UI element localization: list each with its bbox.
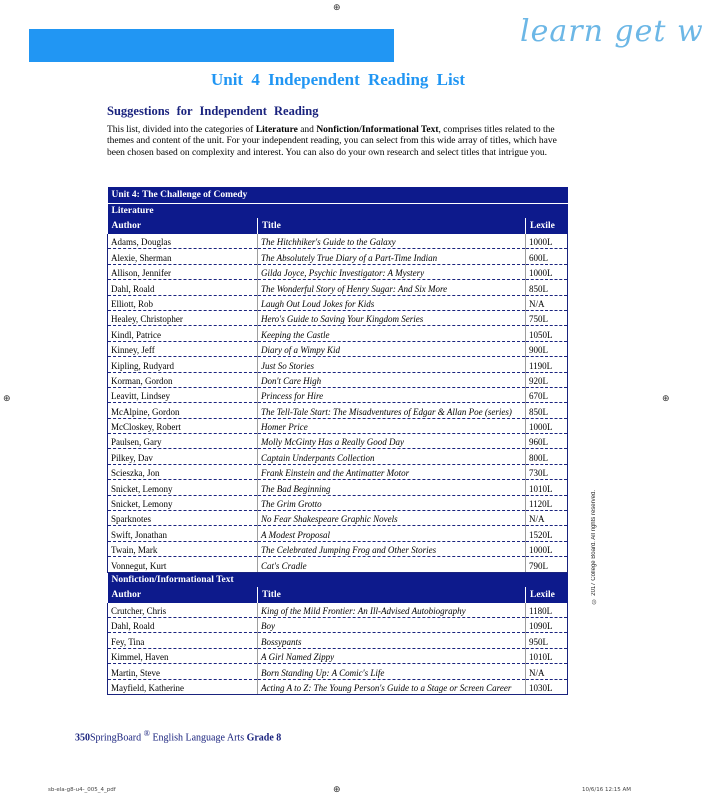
table-row <box>108 341 568 356</box>
author-cell: Elliott, Rob <box>108 295 258 310</box>
title-cell: The Celebrated Jumping Frog and Other Stories <box>258 541 526 556</box>
lexile-cell: N/A <box>526 295 568 310</box>
author-cell: Swift, Jonathan <box>108 526 258 541</box>
table-row <box>108 464 568 479</box>
lexile-cell: 1180L <box>526 603 568 618</box>
lexile-cell: N/A <box>526 664 568 679</box>
author-cell: Kimmel, Haven <box>108 648 258 663</box>
crop-mark-icon: ⊕ <box>662 394 670 404</box>
title-cell: Cat's Cradle <box>258 557 526 572</box>
author-cell: Alexie, Sherman <box>108 249 258 264</box>
table-row <box>108 617 568 632</box>
table-row <box>108 357 568 372</box>
title-cell: The Bad Beginning <box>258 480 526 495</box>
column-header: Lexile <box>526 218 568 234</box>
table-row <box>108 603 568 618</box>
title-cell: Acting A to Z: The Young Person's Guide to a Stage or Screen Career <box>258 679 526 694</box>
author-cell: Adams, Douglas <box>108 234 258 249</box>
table-row <box>108 418 568 433</box>
author-cell: Fey, Tina <box>108 633 258 648</box>
table-row <box>108 264 568 279</box>
header-decorative-text: learn get w <box>520 14 704 49</box>
table-row <box>108 648 568 663</box>
title-cell: King of the Mild Frontier: An Ill-Advised Autobiography <box>258 603 526 618</box>
title-cell: No Fear Shakespeare Graphic Novels <box>258 511 526 526</box>
author-cell: Pilkey, Dav <box>108 449 258 464</box>
table-row <box>108 511 568 526</box>
lexile-cell: 1000L <box>526 264 568 279</box>
lexile-cell: 1000L <box>526 418 568 433</box>
lexile-cell: 900L <box>526 341 568 356</box>
intro-paragraph: This list, divided into the categories of Literature and Nonfiction/Informational Text, comprises titles related to the themes and content of the unit. For your independent reading, you can select from this wide array of titles, which have been chosen based on complexity and interest. You can also do your own research and select titles that intrigue you. <box>107 125 557 158</box>
title-cell: The Tell-Tale Start: The Misadventures of Edgar & Allan Poe (series) <box>258 403 526 418</box>
author-cell: McAlpine, Gordon <box>108 403 258 418</box>
crop-mark-icon: ⊕ <box>3 394 11 404</box>
author-cell: Snicket, Lemony <box>108 480 258 495</box>
lexile-cell: 1520L <box>526 526 568 541</box>
lexile-cell: 750L <box>526 310 568 325</box>
author-cell: Paulsen, Gary <box>108 434 258 449</box>
page-title: Unit 4 Independent Reading List <box>210 70 466 89</box>
section-label-literature: Literature <box>108 204 568 219</box>
lexile-cell: 670L <box>526 387 568 402</box>
column-header: Author <box>108 587 258 603</box>
title-cell: The Wonderful Story of Henry Sugar: And Six More <box>258 280 526 295</box>
title-cell: Diary of a Wimpy Kid <box>258 341 526 356</box>
column-header: Lexile <box>526 587 568 603</box>
author-cell: Mayfield, Katherine <box>108 679 258 694</box>
table-row <box>108 480 568 495</box>
author-cell: Scieszka, Jon <box>108 464 258 479</box>
lexile-cell: 600L <box>526 249 568 264</box>
column-header: Title <box>258 218 526 234</box>
lexile-cell: 800L <box>526 449 568 464</box>
table-row <box>108 403 568 418</box>
table-row <box>108 633 568 648</box>
author-cell: Leavitt, Lindsey <box>108 387 258 402</box>
author-cell: Kipling, Rudyard <box>108 357 258 372</box>
title-cell: Captain Underpants Collection <box>258 449 526 464</box>
print-slug-left: sb-ela-g8-u4-_005_4_pdf <box>48 787 116 793</box>
title-cell: Gilda Joyce, Psychic Investigator: A Mystery <box>258 264 526 279</box>
author-cell: Snicket, Lemony <box>108 495 258 510</box>
lexile-cell: 950L <box>526 633 568 648</box>
title-cell: Frank Einstein and the Antimatter Motor <box>258 464 526 479</box>
lexile-cell: 1030L <box>526 679 568 694</box>
lexile-cell: 1000L <box>526 541 568 556</box>
author-cell: Korman, Gordon <box>108 372 258 387</box>
table-row <box>108 326 568 341</box>
lexile-cell: 850L <box>526 403 568 418</box>
table-row <box>108 541 568 556</box>
lexile-cell: 790L <box>526 557 568 572</box>
title-cell: Bossypants <box>258 633 526 648</box>
author-cell: Dahl, Roald <box>108 617 258 632</box>
title-cell: The Grim Grotto <box>258 495 526 510</box>
lexile-cell: 850L <box>526 280 568 295</box>
author-cell: Healey, Christopher <box>108 310 258 325</box>
table-row <box>108 310 568 325</box>
reading-list-table <box>107 187 568 695</box>
table-row <box>108 664 568 679</box>
author-cell: McCloskey, Robert <box>108 418 258 433</box>
author-cell: Dahl, Roald <box>108 280 258 295</box>
page-number: 350 <box>75 732 90 744</box>
print-slug-right: 10/6/16 12:15 AM <box>582 787 632 793</box>
table-row <box>108 280 568 295</box>
table-row <box>108 387 568 402</box>
lexile-cell: 1120L <box>526 495 568 510</box>
author-cell: Sparknotes <box>108 511 258 526</box>
table-row <box>108 557 568 572</box>
copyright-notice: © 2017 College Board. All rights reserved. <box>591 490 597 604</box>
title-cell: The Absolutely True Diary of a Part-Time Indian <box>258 249 526 264</box>
lexile-cell: 1190L <box>526 357 568 372</box>
author-cell: Martin, Steve <box>108 664 258 679</box>
crop-mark-icon: ⊕ <box>333 3 341 13</box>
lexile-cell: 1090L <box>526 617 568 632</box>
column-header: Title <box>258 587 526 603</box>
title-cell: Hero's Guide to Saving Your Kingdom Series <box>258 310 526 325</box>
page-footer: 350SpringBoard ® English Language Arts Grade 8 <box>75 729 282 744</box>
title-cell: The Hitchhiker's Guide to the Galaxy <box>258 234 526 249</box>
table-row <box>108 495 568 510</box>
lexile-cell: 1010L <box>526 480 568 495</box>
lexile-cell: N/A <box>526 511 568 526</box>
title-cell: Princess for Hire <box>258 387 526 402</box>
lexile-cell: 730L <box>526 464 568 479</box>
author-cell: Vonnegut, Kurt <box>108 557 258 572</box>
table-row <box>108 679 568 694</box>
author-cell: Kinney, Jeff <box>108 341 258 356</box>
section-subtitle: Suggestions for Independent Reading <box>107 104 319 118</box>
lexile-cell: 960L <box>526 434 568 449</box>
author-cell: Allison, Jennifer <box>108 264 258 279</box>
title-cell: Just So Stories <box>258 357 526 372</box>
crop-mark-icon: ⊕ <box>333 785 341 795</box>
header-banner <box>29 29 394 62</box>
table-row <box>108 372 568 387</box>
author-cell: Twain, Mark <box>108 541 258 556</box>
table-heading: Unit 4: The Challenge of Comedy <box>108 187 568 204</box>
title-cell: Keeping the Castle <box>258 326 526 341</box>
table-row <box>108 249 568 264</box>
table-row <box>108 449 568 464</box>
title-cell: Laugh Out Loud Jokes for Kids <box>258 295 526 310</box>
title-cell: A Modest Proposal <box>258 526 526 541</box>
title-cell: Homer Price <box>258 418 526 433</box>
title-cell: Born Standing Up: A Comic's Life <box>258 664 526 679</box>
lexile-cell: 1010L <box>526 648 568 663</box>
title-cell: Boy <box>258 617 526 632</box>
author-cell: Crutcher, Chris <box>108 603 258 618</box>
title-cell: A Girl Named Zippy <box>258 648 526 663</box>
table-row <box>108 234 568 249</box>
author-cell: Kindl, Patrice <box>108 326 258 341</box>
table-row <box>108 434 568 449</box>
title-cell: Don't Care High <box>258 372 526 387</box>
title-cell: Molly McGinty Has a Really Good Day <box>258 434 526 449</box>
lexile-cell: 1050L <box>526 326 568 341</box>
table-row <box>108 295 568 310</box>
lexile-cell: 920L <box>526 372 568 387</box>
section-label-nonfiction: Nonfiction/Informational Text <box>108 572 568 587</box>
column-header: Author <box>108 218 258 234</box>
table-row <box>108 526 568 541</box>
lexile-cell: 1000L <box>526 234 568 249</box>
